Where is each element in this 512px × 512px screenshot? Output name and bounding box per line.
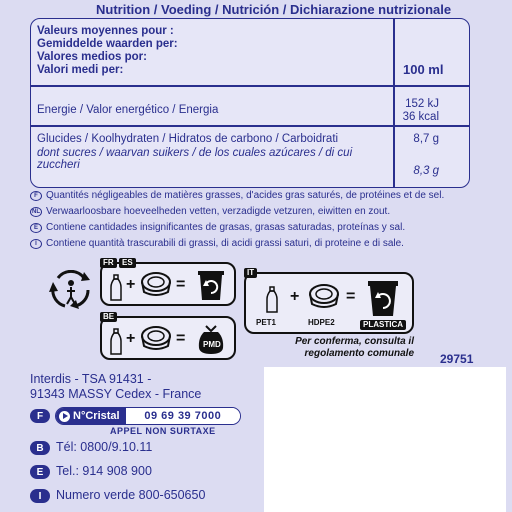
pmd-label: PMD [203, 340, 221, 349]
serving-size: 100 ml [403, 62, 444, 77]
header-line-fr: Valeurs moyennes pour : [37, 25, 174, 37]
it-note-line2: regolamento comunale [304, 348, 414, 359]
contact-i: Numero verde 800-650650 [56, 488, 206, 502]
equals-icon: = [346, 288, 356, 305]
play-icon [59, 411, 70, 422]
country-code-badge: I [30, 239, 42, 249]
energy-kj: 152 kJ [405, 98, 439, 110]
sugars-label-1: dont sucres / waarvan suikers / de los cuales azúcares / di cui [37, 147, 353, 159]
carbs-value: 8,7 g [413, 133, 439, 145]
row-divider [31, 125, 469, 127]
country-pill-b: B [30, 441, 50, 455]
sugars-label-2: zuccheri [37, 159, 80, 171]
country-pill-e: E [30, 465, 50, 479]
note-text: Verwaarloosbare hoeveelheden vetten, verzadigde vetzuren, eiwitten en zout. [46, 206, 391, 217]
energy-kcal: 36 kcal [402, 111, 439, 123]
plus-icon: + [126, 276, 136, 293]
company-line2: 91343 MASSY Cedex - France [30, 387, 202, 401]
cristal-label-block [56, 408, 126, 424]
note-nl [30, 206, 390, 217]
recycle-box-it [244, 268, 414, 334]
country-tag-be: BE [100, 312, 117, 322]
note-fr [30, 190, 444, 201]
country-pill-f: F [30, 409, 50, 423]
recycle-box-fr-es [100, 258, 236, 306]
equals-icon: = [176, 276, 186, 293]
contact-e: Tel.: 914 908 900 [56, 464, 152, 478]
plastic-bin-icon [366, 278, 400, 318]
header-line-es: Valores medios por: [37, 51, 147, 63]
cap-icon [140, 272, 172, 300]
cristal-label: N°Cristal [73, 410, 120, 422]
country-tag-it: IT [244, 268, 257, 278]
plus-icon: + [290, 288, 300, 305]
contact-b: Tél: 0800/9.10.11 [56, 440, 153, 454]
pmd-bag-icon [196, 322, 226, 356]
note-text: Quantités négligeables de matières grasses, d'acides gras saturés, de protéines et de sel. [46, 190, 445, 201]
bottle-icon [110, 274, 122, 302]
recycle-box-be [100, 312, 236, 360]
country-code-badge: E [30, 223, 42, 233]
sugars-value: 8,3 g [413, 165, 439, 177]
equals-icon: = [176, 330, 186, 347]
cap-icon [140, 326, 172, 354]
note-text: Contiene quantità trascurabili di grassi, di acidi grassi saturi, di proteine e di sale. [46, 238, 404, 249]
bottle-icon [266, 286, 278, 314]
country-tag-es: ES [119, 258, 136, 268]
nutrition-title: Nutrition / Voeding / Nutrición / Dichiarazione nutrizionale [96, 2, 452, 17]
pet-label: PET1 [256, 318, 277, 327]
row-divider [31, 85, 469, 87]
column-divider [393, 19, 395, 187]
energy-label: Energie / Valor energético / Energia [37, 104, 219, 116]
bottle-icon [110, 328, 122, 356]
header-line-nl: Gemiddelde waarden per: [37, 38, 178, 50]
plastica-label: PLASTICA [360, 320, 406, 330]
header-line-it: Valori medi per: [37, 64, 124, 76]
cristal-number-box [55, 407, 241, 425]
product-code: 29751 [440, 352, 474, 366]
hdpe-label: HDPE2 [308, 318, 335, 327]
blank-label-area [264, 367, 506, 512]
note-text: Contiene cantidades insignificantes de grasas, grasas saturadas, proteínas y sal. [46, 222, 406, 233]
country-pill-i: I [30, 489, 50, 503]
note-es [30, 222, 405, 233]
country-code-badge: F [30, 191, 42, 201]
carbs-label: Glucides / Koolhydraten / Hidratos de carbono / Carboidrati [37, 133, 339, 145]
country-tag-fr: FR [100, 258, 117, 268]
triman-logo-icon [48, 270, 94, 310]
nutrition-table [30, 18, 470, 188]
it-note-line1: Per conferma, consulta il [295, 336, 414, 347]
cristal-number: 09 69 39 7000 [126, 408, 240, 424]
recycle-bin-icon [196, 268, 226, 302]
note-it [30, 238, 404, 249]
country-code-badge: NL [32, 208, 40, 215]
plus-icon: + [126, 330, 136, 347]
company-line1: Interdis - TSA 91431 - [30, 372, 152, 386]
cap-icon [308, 284, 340, 312]
cristal-note: APPEL NON SURTAXE [110, 426, 216, 436]
